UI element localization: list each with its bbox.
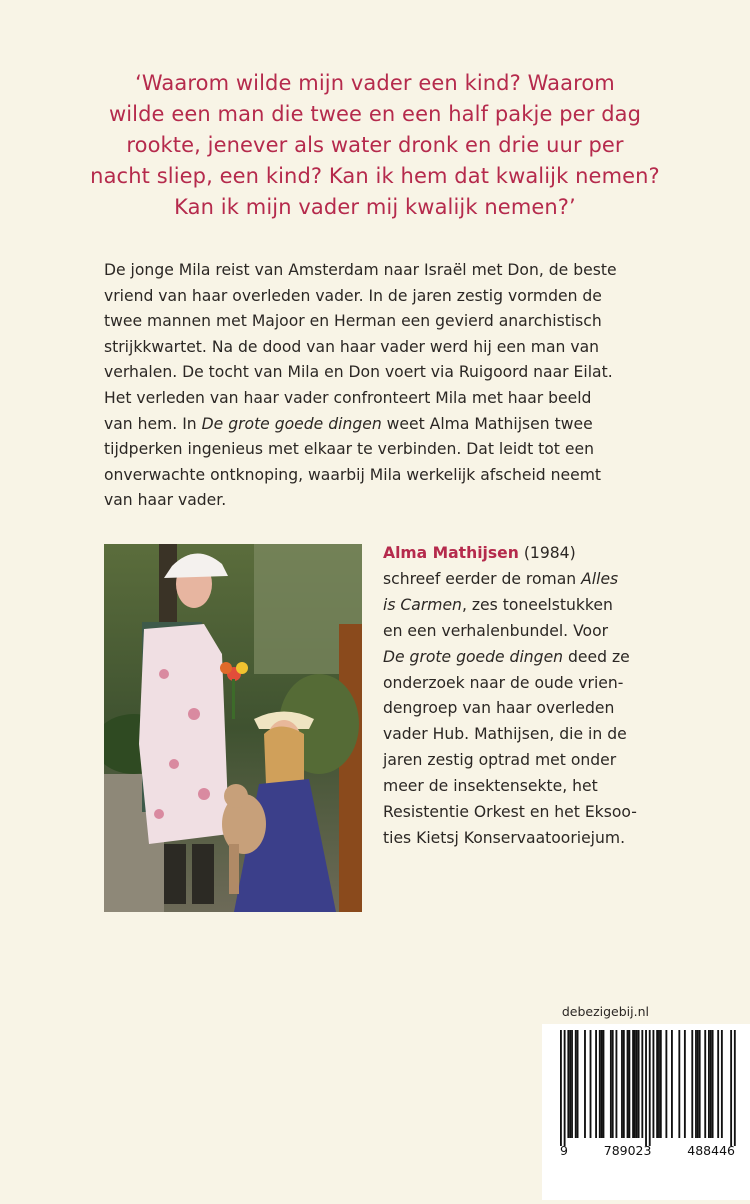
barcode-bar bbox=[704, 1030, 706, 1138]
blurb-line: De jonge Mila reist van Amsterdam naar Israël met Don, de beste bbox=[104, 261, 617, 279]
barcode-bar bbox=[569, 1030, 571, 1138]
blurb-text: weet Alma Mathijsen twee bbox=[381, 414, 593, 433]
barcode-bar bbox=[717, 1030, 719, 1138]
barcode-bar bbox=[684, 1030, 686, 1138]
bio-line: onderzoek naar de oude vrien- bbox=[383, 673, 624, 692]
blurb-line: twee mannen met Majoor en Herman een gevierd anarchistisch bbox=[104, 312, 602, 331]
bio-line: en een verhalenbundel. Voor bbox=[383, 621, 609, 640]
bio-line bbox=[383, 567, 713, 593]
barcode-bar bbox=[656, 1030, 658, 1138]
barcode-bar bbox=[721, 1030, 723, 1138]
blurb-line: van haar vader. bbox=[104, 491, 227, 510]
barcode-bar bbox=[660, 1030, 662, 1138]
blurb-line: tijdperken ingenieus met elkaar te verbinden. Dat leidt tot een bbox=[104, 440, 594, 459]
barcode-bar bbox=[691, 1030, 693, 1138]
bio-line: ties Kietsj Konservaatooriejum. bbox=[383, 828, 626, 847]
author-name: Alma Mathijsen bbox=[383, 544, 519, 562]
barcode-bar bbox=[575, 1030, 577, 1138]
barcode-bar bbox=[734, 1030, 736, 1146]
book-title: Alles bbox=[581, 569, 619, 588]
author-bio bbox=[383, 541, 713, 852]
barcode-bar bbox=[590, 1030, 592, 1138]
blurb-line: verhalen. De tocht van Mila en Don voert via Ruigoord naar Eilat. bbox=[104, 363, 613, 382]
isbn-digit-group: 789023 bbox=[603, 1143, 652, 1158]
bio-line bbox=[383, 541, 713, 567]
publisher-url: debezigebij.nl bbox=[561, 1004, 649, 1019]
barcode-bar bbox=[638, 1030, 640, 1138]
book-title: De grote goede dingen bbox=[201, 414, 382, 433]
barcode-bar bbox=[567, 1030, 569, 1138]
barcode-bar bbox=[634, 1030, 636, 1138]
barcode-bar bbox=[610, 1030, 612, 1138]
barcode-bar bbox=[710, 1030, 712, 1138]
barcode-bar bbox=[695, 1030, 697, 1138]
barcode-bar bbox=[649, 1030, 651, 1146]
quote-line: nacht sliep, een kind? Kan ik hem dat kwalijk nemen? bbox=[90, 164, 660, 188]
barcode-bar bbox=[697, 1030, 699, 1138]
barcode-bar bbox=[627, 1030, 629, 1138]
barcode-bar bbox=[653, 1030, 655, 1138]
barcode-bar bbox=[636, 1030, 638, 1138]
barcode-bar bbox=[564, 1030, 566, 1146]
barcode-bar bbox=[616, 1030, 618, 1138]
barcode-bar bbox=[632, 1030, 634, 1138]
blurb-line bbox=[104, 412, 664, 438]
barcode-bar bbox=[601, 1030, 603, 1138]
author-photo bbox=[104, 544, 362, 912]
barcode-bar bbox=[730, 1030, 732, 1146]
barcode-bar bbox=[628, 1030, 630, 1138]
quote-line: ‘Waarom wilde mijn vader een kind? Waarom bbox=[135, 71, 615, 95]
barcode-bar bbox=[577, 1030, 579, 1138]
blurb-line: strijkkwartet. Na de dood van haar vader werd hij een man van bbox=[104, 337, 600, 356]
barcode-bar bbox=[658, 1030, 660, 1138]
barcode-bar bbox=[599, 1030, 601, 1138]
bio-line: vader Hub. Mathijsen, die in de bbox=[383, 725, 627, 744]
isbn-digits bbox=[560, 1143, 735, 1158]
barcode-bar bbox=[678, 1030, 680, 1138]
bio-text: , zes toneelstukken bbox=[461, 595, 613, 614]
barcode-bar bbox=[595, 1030, 597, 1138]
blurb-line: Het verleden van haar vader confronteert Mila met haar beeld bbox=[104, 388, 592, 407]
bio-line: meer de insektensekte, het bbox=[383, 777, 598, 796]
barcode-bar bbox=[671, 1030, 673, 1138]
book-title: De grote goede dingen bbox=[383, 647, 564, 666]
bio-line: jaren zestig optrad met onder bbox=[383, 751, 617, 770]
back-cover-quote bbox=[60, 68, 690, 223]
barcode-bar bbox=[584, 1030, 586, 1138]
barcode bbox=[542, 1024, 750, 1200]
barcode-bar bbox=[665, 1030, 667, 1138]
isbn-digit-group: 9 bbox=[560, 1143, 568, 1158]
bio-line: dengroep van haar overleden bbox=[383, 699, 615, 718]
barcode-bar bbox=[571, 1030, 573, 1138]
barcode-bar bbox=[621, 1030, 623, 1138]
book-blurb bbox=[104, 258, 664, 514]
birth-year: (1984) bbox=[518, 544, 576, 562]
barcode-bar bbox=[712, 1030, 714, 1138]
blurb-line: onverwachte ontknoping, waarbij Mila werkelijk afscheid neemt bbox=[104, 465, 602, 484]
bio-text: deed ze bbox=[563, 647, 630, 666]
barcode-bars bbox=[542, 1024, 750, 1200]
bio-line bbox=[383, 645, 713, 671]
book-title: is Carmen bbox=[383, 595, 462, 614]
quote-line: rookte, jenever als water dronk en drie uur per bbox=[126, 133, 624, 157]
barcode-bar bbox=[699, 1030, 701, 1138]
barcode-bar bbox=[623, 1030, 625, 1138]
bio-line bbox=[383, 593, 713, 619]
barcode-bar bbox=[560, 1030, 562, 1146]
barcode-bar bbox=[612, 1030, 614, 1138]
barcode-bar bbox=[708, 1030, 710, 1138]
bio-text: schreef eerder de roman bbox=[383, 569, 582, 588]
blurb-text: van hem. In bbox=[104, 414, 202, 433]
barcode-bar bbox=[645, 1030, 647, 1146]
isbn-digit-group: 488446 bbox=[687, 1143, 735, 1158]
quote-line: wilde een man die twee en een half pakje per dag bbox=[108, 102, 642, 126]
bio-line: Resistentie Orkest en het Eksoo- bbox=[383, 803, 637, 822]
quote-line: Kan ik mijn vader mij kwalijk nemen?’ bbox=[174, 195, 576, 219]
barcode-bar bbox=[641, 1030, 643, 1138]
barcode-bar bbox=[603, 1030, 605, 1138]
blurb-line: vriend van haar overleden vader. In de jaren zestig vormden de bbox=[104, 286, 602, 305]
